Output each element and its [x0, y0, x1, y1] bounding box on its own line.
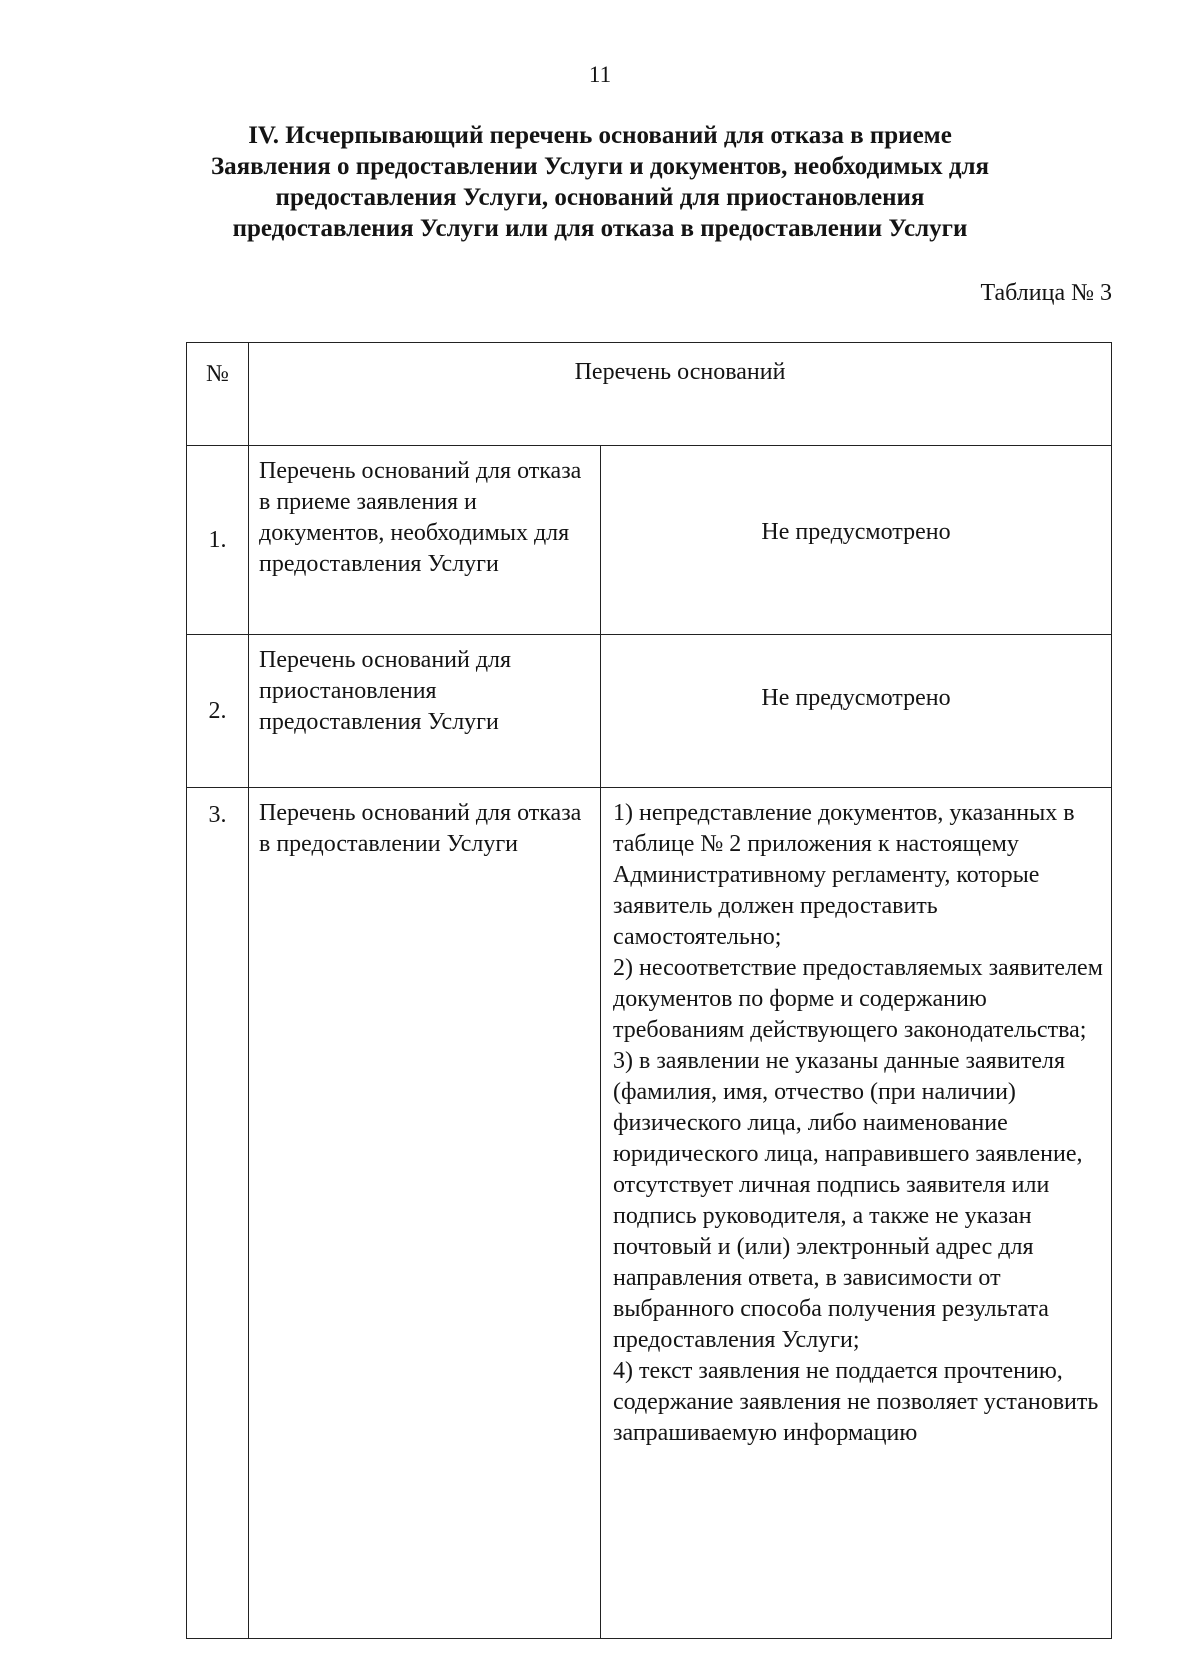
row-ground-detail: Не предусмотрено	[601, 446, 1112, 635]
row-ground-detail: Не предусмотрено	[601, 635, 1112, 788]
row-number: 1.	[187, 446, 249, 635]
table-header-row	[187, 343, 1112, 446]
list-item: 1) непредставление документов, указанных в таблице № 2 приложения к настоящему Административному регламенту, которые заявитель должен предоставить самостоятельно;	[613, 800, 1075, 950]
header-title-cell: Перечень оснований	[249, 343, 1112, 446]
row-ground-name: Перечень оснований для отказа в приеме заявления и документов, необходимых для предоставления Услуги	[249, 446, 601, 635]
row-number: 2.	[187, 635, 249, 788]
list-item: 4) текст заявления не поддается прочтению, содержание заявления не позволяет установить запрашиваемую информацию	[613, 1358, 1099, 1446]
section-title-line: предоставления Услуги или для отказа в предоставлении Услуги	[232, 215, 968, 242]
section-title-line: предоставления Услуги, оснований для приостановления	[275, 184, 925, 211]
row-number: 3.	[187, 788, 249, 1639]
section-title-line: Заявления о предоставлении Услуги и документов, необходимых для	[210, 153, 990, 180]
page-number: 11	[588, 62, 612, 87]
grounds-table	[186, 342, 1112, 1639]
section-title	[100, 120, 1100, 244]
row-ground-name: Перечень оснований для отказа в предоставлении Услуги	[249, 788, 601, 1639]
header-number-cell: №	[187, 343, 249, 446]
table-caption: Таблица № 3	[980, 280, 1112, 306]
row-ground-name: Перечень оснований для приостановления предоставления Услуги	[249, 635, 601, 788]
table-row	[187, 635, 1112, 788]
list-item: 3) в заявлении не указаны данные заявителя (фамилия, имя, отчество (при наличии) физического лица, либо наименование юридического лица, направившего заявление, отсутствует личная подпись заявителя или подпись руководителя, а также не указан почтовый и (или) электронный адрес для направления ответа, в зависимости от выбранного способа получения результата предоставления Услуги;	[613, 1048, 1083, 1353]
row-ground-detail-list	[601, 788, 1112, 1639]
table-row	[187, 446, 1112, 635]
list-item: 2) несоответствие предоставляемых заявителем документов по форме и содержанию требованиям действующего законодательства;	[613, 955, 1103, 1043]
table-row	[187, 788, 1112, 1639]
section-title-line: IV. Исчерпывающий перечень оснований для отказа в приеме	[248, 122, 952, 149]
